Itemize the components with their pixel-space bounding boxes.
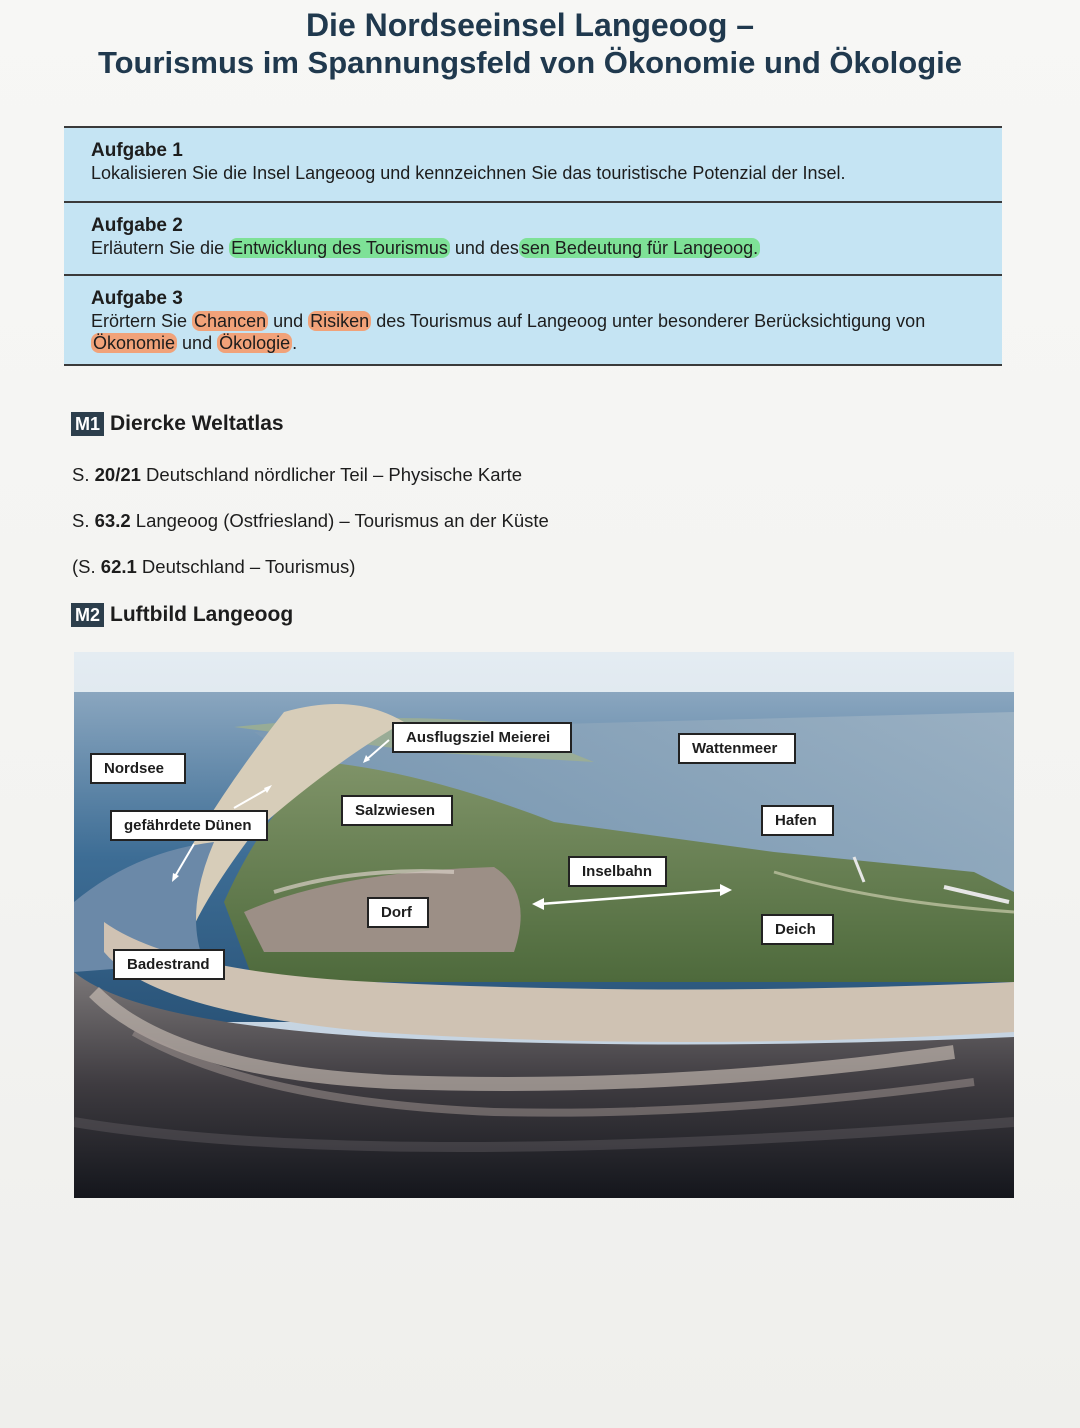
- ref-page: 20/21: [94, 464, 141, 485]
- highlight-orange-1: Chancen: [194, 311, 267, 331]
- m1-ref-3: [72, 556, 355, 578]
- task-3: [64, 274, 1002, 366]
- highlight-orange-4: Ökologie: [219, 333, 291, 353]
- ref-prefix: S.: [72, 510, 95, 531]
- task-box: [64, 126, 1002, 366]
- task-3-text: [91, 310, 976, 354]
- m1-ref-2: [72, 510, 549, 532]
- ref-page: 62.1: [100, 556, 137, 577]
- task-3-text-a: Erörtern Sie: [91, 311, 193, 331]
- ref-page: 63.2: [94, 510, 131, 531]
- label-wattenmeer: Wattenmeer: [678, 733, 796, 764]
- m1-title: Diercke Weltatlas: [110, 412, 284, 435]
- highlight-green-1: Entwicklung des Tourismus: [231, 238, 448, 258]
- title-line-1: Die Nordseeinsel Langeoog –: [305, 7, 755, 43]
- label-hafen: Hafen: [761, 805, 834, 836]
- m2-title: Luftbild Langeoog: [110, 603, 294, 626]
- label-dorf: Dorf: [367, 897, 429, 928]
- m1-badge: M1: [71, 412, 104, 436]
- task-2-text: [91, 237, 976, 259]
- highlight-orange-3: Ökonomie: [93, 333, 176, 353]
- task-1-heading: Aufgabe 1: [91, 140, 183, 161]
- task-3-text-e: .: [292, 333, 298, 353]
- task-3-text-b: und: [268, 311, 309, 331]
- task-2: [64, 201, 1002, 274]
- m1-heading: [71, 412, 284, 436]
- label-nordsee: Nordsee: [90, 753, 186, 784]
- ref-text: Deutschland nördlicher Teil – Physische Karte: [140, 464, 523, 485]
- task-2-text-b: und des: [449, 238, 519, 258]
- label-inselbahn: Inselbahn: [568, 856, 667, 887]
- task-1-text: Lokalisieren Sie die Insel Langeoog und kennzeichnen Sie das touristische Potenzial der Insel.: [91, 163, 846, 183]
- task-3-text-d: und: [177, 333, 218, 353]
- m1-ref-1: [72, 464, 522, 486]
- m2-badge: M2: [71, 603, 104, 627]
- ref-text: Langeoog (Ostfriesland) – Tourismus an der Küste: [130, 510, 549, 531]
- label-meierei: Ausflugsziel Meierei: [392, 722, 572, 753]
- aerial-photo: [74, 652, 1014, 1198]
- title-line-2: Tourismus im Spannungsfeld von Ökonomie und Ökologie: [97, 45, 963, 80]
- m2-heading: [71, 603, 293, 627]
- ref-text: Deutschland – Tourismus): [136, 556, 356, 577]
- task-3-text-c: des Tourismus auf Langeoog unter besonderer Berücksichtigung von: [371, 311, 926, 331]
- task-2-text-a: Erläutern Sie die: [91, 238, 230, 258]
- label-gefaehrdete-duenen: gefährdete Dünen: [110, 810, 268, 841]
- label-badestrand: Badestrand: [113, 949, 225, 980]
- label-salzwiesen: Salzwiesen: [341, 795, 453, 826]
- task-3-heading: Aufgabe 3: [91, 288, 183, 309]
- task-1: [64, 126, 1002, 201]
- highlight-orange-2: Risiken: [310, 311, 370, 331]
- highlight-green-2: sen Bedeutung für Langeoog.: [520, 238, 759, 258]
- ref-prefix: (S.: [72, 556, 101, 577]
- page-title: [0, 6, 1060, 82]
- ref-prefix: S.: [72, 464, 95, 485]
- task-2-heading: Aufgabe 2: [91, 215, 183, 236]
- label-deich: Deich: [761, 914, 834, 945]
